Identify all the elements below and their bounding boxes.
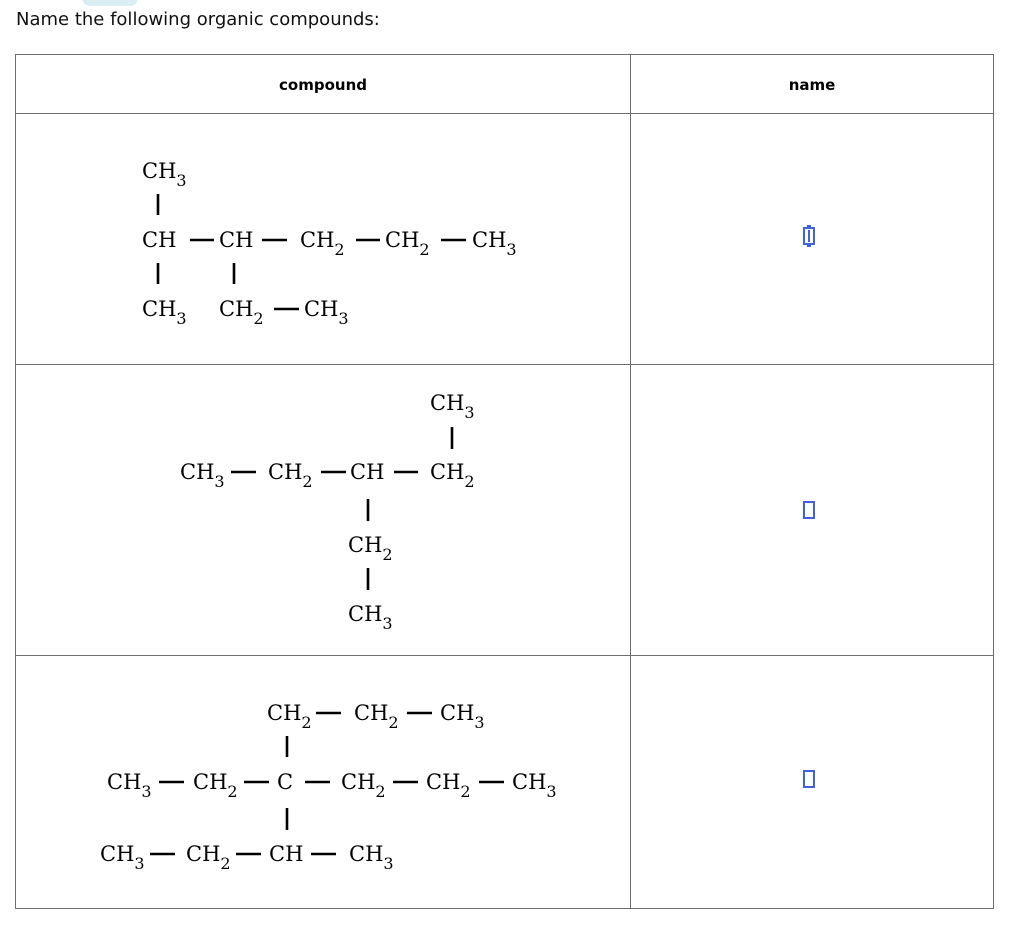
- table-row: [16, 365, 994, 656]
- formula-label: $CH_2$: [341, 770, 386, 801]
- formula-label: $CH_3$: [142, 297, 187, 328]
- formula-label: $CH_2$: [193, 770, 238, 801]
- structural-formula-2: [16, 365, 631, 655]
- structural-formula-3: [16, 656, 631, 908]
- formula-label: CH: [350, 460, 385, 484]
- formula-label: $CH_3$: [472, 228, 517, 259]
- structural-formula-1: [16, 114, 631, 364]
- table-header-row: [16, 55, 994, 114]
- formula-label: $CH_2$: [186, 842, 231, 873]
- formula-label: CH: [219, 228, 254, 252]
- compound-cell: [16, 114, 631, 365]
- formula-label: $CH_2$: [300, 228, 345, 259]
- compound-column-header: compound: [16, 55, 631, 114]
- text-cursor: [808, 230, 810, 242]
- formula-label: $CH_2$: [268, 460, 313, 491]
- formula-label: $CH_3$: [107, 770, 152, 801]
- formula-label: $CH_2$: [385, 228, 430, 259]
- name-input-2[interactable]: [803, 501, 815, 519]
- formula-label: $CH_2$: [348, 533, 393, 564]
- formula-label: $CH_3$: [349, 842, 394, 873]
- formula-label: $CH_2$: [267, 701, 312, 732]
- formula-label: $CH_3$: [180, 460, 225, 491]
- formula-label: $CH_3$: [512, 770, 557, 801]
- formula-label: $CH_2$: [219, 297, 264, 328]
- formula-label: $CH_2$: [430, 460, 475, 491]
- formula-label: CH: [269, 842, 304, 866]
- formula-label: $CH_3$: [100, 842, 145, 873]
- name-answer-cell: [631, 114, 994, 365]
- formula-label: $CH_2$: [354, 701, 399, 732]
- formula-label: $CH_3$: [142, 159, 187, 190]
- formula-label: $CH_2$: [426, 770, 471, 801]
- name-input-1[interactable]: [803, 227, 815, 245]
- compound-cell: [16, 656, 631, 909]
- name-input-3[interactable]: [803, 770, 815, 788]
- name-answer-cell: [631, 656, 994, 909]
- formula-label: $CH_3$: [430, 391, 475, 422]
- name-column-header: name: [631, 55, 994, 114]
- formula-label: $CH_3$: [440, 701, 485, 732]
- formula-label: $CH_3$: [304, 297, 349, 328]
- formula-label: C: [277, 770, 294, 794]
- name-answer-cell: [631, 365, 994, 656]
- top-tab-indicator: [82, 0, 138, 6]
- formula-label: CH: [142, 228, 177, 252]
- table-row: [16, 656, 994, 909]
- compound-cell: [16, 365, 631, 656]
- formula-label: $CH_3$: [348, 602, 393, 633]
- question-prompt: Name the following organic compounds:: [16, 9, 380, 30]
- compound-table: [15, 54, 994, 909]
- table-row: [16, 114, 994, 365]
